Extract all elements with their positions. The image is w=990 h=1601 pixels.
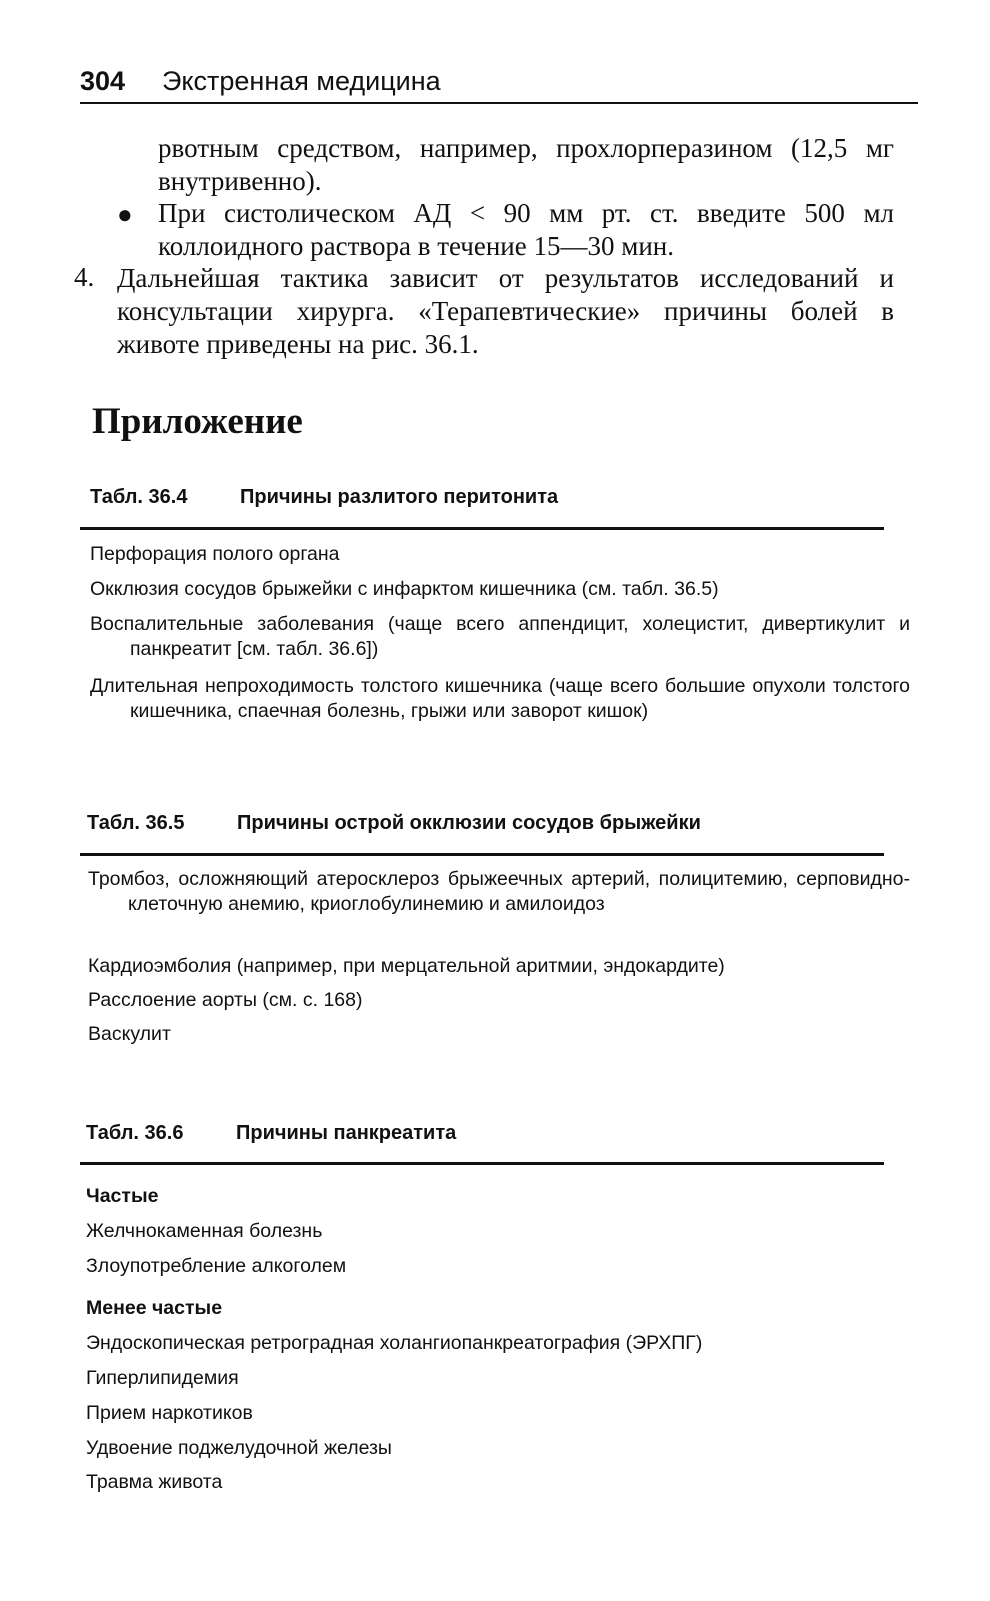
table-caption xyxy=(86,1122,886,1148)
table-entry: Расслоение аорты (см. с. 168) xyxy=(88,989,363,1011)
table-entry: Гиперлипидемия xyxy=(86,1367,239,1389)
table-title: Причины панкреатита xyxy=(236,1122,457,1144)
table-entry: Травма живота xyxy=(86,1471,223,1493)
table-rule xyxy=(80,1162,884,1165)
table-entry: Прием наркотиков xyxy=(86,1402,253,1424)
bullet-icon: ● xyxy=(117,200,133,229)
table-entry: Удвоение поджелудочной железы xyxy=(86,1437,392,1459)
table-entry: Воспалительные заболевания (чаще всего аппендицит, холецистит, дивертикулит и панкреатит [см. табл. 36.6]) xyxy=(90,613,910,660)
table-label: Табл. 36.4 xyxy=(90,486,188,508)
table-caption xyxy=(90,486,890,512)
table-label: Табл. 36.5 xyxy=(87,812,185,834)
table-caption xyxy=(87,812,887,838)
table-rule xyxy=(80,853,884,856)
table-entry: Тромбоз, осложняющий атеросклероз брыжеечных артерий, полицитемию, серповидно-клеточную анемию, криоглобулинемию и амилоидоз xyxy=(88,868,910,915)
table-title: Причины разлитого перитонита xyxy=(240,486,559,508)
table-entry: Желчнокаменная болезнь xyxy=(86,1220,323,1242)
table-entry: Перфорация полого органа xyxy=(90,543,340,565)
group-heading: Менее частые xyxy=(86,1297,223,1319)
page-header xyxy=(80,62,918,104)
table-entry: Эндоскопическая ретроградная холангиопанкреатография (ЭРХПГ) xyxy=(86,1332,703,1354)
table-entry: Злоупотребление алкоголем xyxy=(86,1255,347,1277)
continuation-paragraph: рвотным средством, например, прохлорперазином (12,5 мг внутривенно). xyxy=(158,133,894,196)
table-label: Табл. 36.6 xyxy=(86,1122,184,1144)
table-rule xyxy=(80,527,884,530)
running-title: Экстренная медицина xyxy=(162,66,441,96)
list-item-paragraph: Дальнейшая тактика зависит от результатов исследований и консультации хирурга. «Терапевтические» причины болей в животе приведены на рис. 36.1. xyxy=(117,263,894,359)
bullet-paragraph: При систолическом АД < 90 мм рт. ст. введите 500 мл коллоидного раствора в течение 15—30 мин. xyxy=(158,198,894,261)
list-item-number: 4. xyxy=(74,262,95,292)
table-entry: Окклюзия сосудов брыжейки с инфарктом кишечника (см. табл. 36.5) xyxy=(90,578,719,600)
table-entry: Васкулит xyxy=(88,1023,171,1045)
table-title: Причины острой окклюзии сосудов брыжейки xyxy=(237,812,701,834)
page-number: 304 xyxy=(80,66,126,96)
section-title: Приложение xyxy=(92,401,303,442)
table-entry: Кардиоэмболия (например, при мерцательной аритмии, эндокардите) xyxy=(88,955,725,977)
table-entry: Длительная непроходимость толстого кишечника (чаще всего большие опухоли толстого кишечника, спаечная болезнь, грыжи или заворот кишок) xyxy=(90,675,910,722)
group-heading: Частые xyxy=(86,1185,159,1207)
